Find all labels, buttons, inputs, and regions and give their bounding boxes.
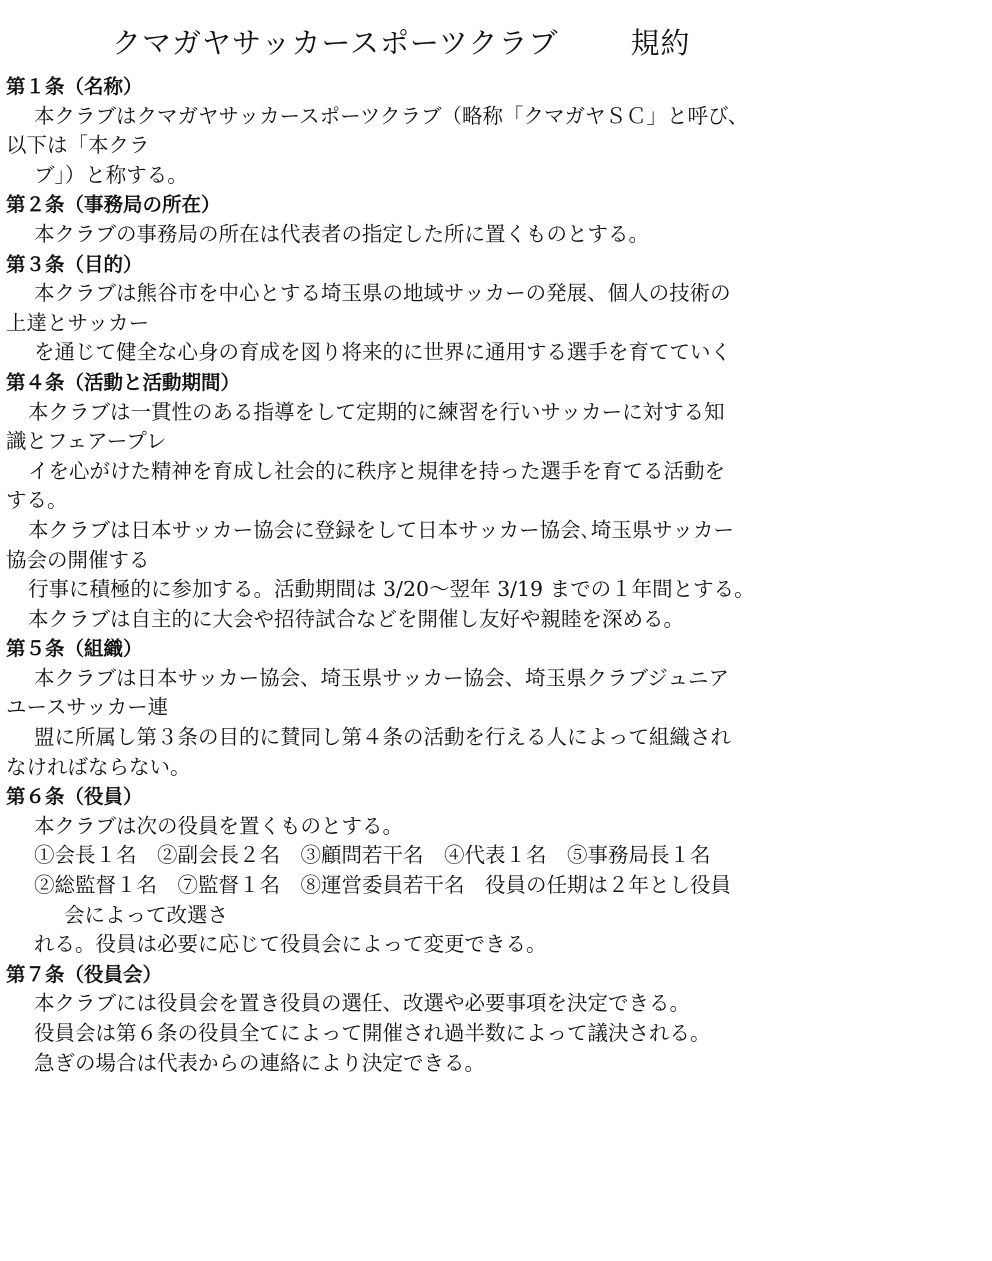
article-3-heading: 第３条（目的） <box>6 252 143 276</box>
document-body <box>6 72 886 1078</box>
article-1-line-1: 本クラブはクマガヤサッカースポーツクラブ（略称「クマガヤＳＣ」と呼び、 <box>34 103 749 128</box>
article-5-line-2: ユースサッカー連 <box>6 695 169 720</box>
article-4-line-4: する。 <box>6 488 68 513</box>
article-4-line-5: 本クラブは日本サッカー協会に登録をして日本サッカー協会､埼玉県サッカー <box>28 517 735 542</box>
title-suffix: 規約 <box>630 26 691 60</box>
article-4-line-3: イを心がけた精神を育成し社会的に秩序と規律を持った選手を育てる活動を <box>28 458 725 483</box>
article-1-line-2: 以下は「本クラ <box>6 133 150 158</box>
article-6-line-3: ②総監督１名 ⑦監督１名 ⑧運営委員若干名 役員の任期は２年とし役員 <box>34 873 731 898</box>
article-7-line-2: 役員会は第６条の役員全てによって開催され過半数によって議決される。 <box>34 1021 711 1045</box>
article-2-line-1: 本クラブの事務局の所在は代表者の指定した所に置くものとする。 <box>34 221 649 246</box>
article-1-heading: 第１条（名称） <box>6 75 143 98</box>
document-title <box>112 22 872 64</box>
article-5-line-3: 盟に所属し第３条の目的に賛同し第４条の活動を行える人によって組織され <box>34 725 731 750</box>
article-4-line-1: 本クラブは一貫性のある指導をして定期的に練習を行いサッカーに対する知 <box>28 399 725 424</box>
article-4-heading: 第４条（活動と活動期間） <box>6 370 241 394</box>
article-4-line-6: 協会の開催する <box>6 547 150 572</box>
article-1-line-3: ブ」）と称する。 <box>34 162 188 187</box>
article-6-line-5: れる。役員は必要に応じて役員会によって変更できる。 <box>34 932 547 957</box>
article-5-heading: 第５条（組織） <box>6 637 143 661</box>
article-2-heading: 第２条（事務局の所在） <box>6 193 221 217</box>
article-7-line-1: 本クラブには役員会を置き役員の選任、改選や必要事項を決定できる。 <box>34 991 690 1016</box>
article-4-line-8: 本クラブは自主的に大会や招待試合などを開催し友好や親睦を深める。 <box>28 606 684 631</box>
article-3-line-2: 上達とサッカー <box>6 310 150 335</box>
article-4-line-7: 行事に積極的に参加する。活動期間は 3/20～翌年 3/19 までの１年間とする。 <box>28 577 755 602</box>
article-6-line-2: ①会長１名 ②副会長２名 ③顧問若干名 ④代表１名 ⑤事務局長１名 <box>34 843 711 868</box>
article-7-heading: 第７条（役員会） <box>6 962 163 986</box>
article-6-line-1: 本クラブは次の役員を置くものとする。 <box>34 813 403 838</box>
article-4-line-2: 識とフェアープレ <box>6 429 167 454</box>
title-club-name: クマガヤサッカースポーツクラブ <box>112 26 559 60</box>
article-6-line-4: 会によって改選さ <box>64 902 228 927</box>
article-6-heading: 第６条（役員） <box>6 785 143 809</box>
article-5-line-4: なければならない。 <box>6 754 191 779</box>
article-3-line-1: 本クラブは熊谷市を中心とする埼玉県の地域サッカーの発展、個人の技術の <box>34 281 731 306</box>
article-7-line-3: 急ぎの場合は代表からの連絡により決定できる。 <box>34 1050 485 1075</box>
article-3-line-3: を通じて健全な心身の育成を図り将来的に世界に通用する選手を育てていく <box>34 340 731 365</box>
article-5-line-1: 本クラブは日本サッカー協会、埼玉県サッカー協会、埼玉県クラブジュニア <box>34 665 729 690</box>
